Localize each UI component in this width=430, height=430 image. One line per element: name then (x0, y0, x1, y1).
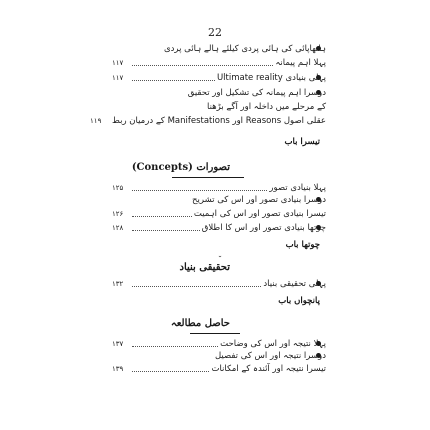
toc-entry (112, 87, 326, 98)
toc-entry-page: ۱۲۸ (112, 223, 124, 232)
toc-entry-text: عقلی اصول Reasons اور Manifestations کے درمیان ربط (112, 116, 326, 126)
toc-entry-text: پہلا اہم پیمانہ (275, 58, 326, 68)
dot-leader (132, 184, 267, 191)
toc-entry (112, 278, 326, 289)
chapter-label: پانچواں باب (278, 296, 320, 306)
dot-leader (132, 280, 261, 287)
toc-entry-text: پہلا بنیادی تصور (269, 183, 326, 193)
toc-entry (112, 182, 326, 193)
toc-entry-text: دوسرا نتیجہ اور اس کی تفصیل (214, 351, 326, 361)
toc-entry-page: ۱۱۷ (112, 58, 124, 67)
toc-entry (112, 194, 326, 205)
toc-entry-text: تیسرا نتیجہ اور آئندہ کے امکانات (211, 364, 326, 374)
dot-leader (132, 74, 215, 81)
heading-underline (172, 177, 244, 178)
heading-underline (190, 333, 240, 334)
toc-entry-text: ہاتھاپائی کی ہائی پردی کیلئے ہالے ہائی پردی (163, 44, 326, 54)
toc-entry (112, 222, 326, 233)
toc-entry (112, 350, 326, 361)
toc-entry (112, 72, 326, 83)
section-heading: تحقیقی بنیاد (179, 262, 230, 273)
toc-entry (112, 101, 326, 112)
toc-entry-text: پہلا نتیجہ اور اس کی وضاحت (220, 339, 326, 349)
toc-entry-text: چوتھا بنیادی تصور اور اس کا اطلاق (201, 222, 326, 233)
dot-leader (132, 340, 218, 347)
section-heading: حاصل مطالعہ (170, 318, 230, 329)
dot-leader (132, 59, 273, 66)
toc-entry-text: پہلی بنیادی Ultimate reality (216, 73, 326, 83)
section-heading: تصورات (Concepts) (131, 162, 230, 173)
dot-leader (132, 224, 200, 231)
toc-entry-page: ۱۳۹ (112, 364, 124, 373)
chapter-label: چوتھا باب (285, 240, 320, 250)
toc-entry-page: ۱۲۶ (112, 209, 124, 218)
toc-entry-page: ۱۳۲ (112, 279, 124, 288)
toc-entry-text: دوسرا بنیادی تصور اور اس کی تشریح (192, 194, 326, 205)
toc-entry (112, 338, 326, 349)
toc-entry-text: تیسرا بنیادی تصور اور اس کی اہمیت (193, 209, 326, 219)
toc-entry-page: ۱۲۵ (112, 183, 124, 192)
toc-entry (112, 57, 326, 68)
dot-leader (132, 365, 209, 372)
toc-entry (112, 208, 326, 219)
toc-entry-text: دوسرا اہم پیمانہ کی تشکیل اور تحقیق (187, 88, 326, 98)
toc-entry-page: ۱۱۹ (90, 116, 102, 125)
page-number: 22 (208, 26, 222, 39)
toc-entry (90, 115, 326, 126)
toc-entry-page: ۱۳۷ (112, 339, 124, 348)
toc-entry (112, 43, 326, 54)
toc-entry (112, 363, 326, 374)
toc-entry-text: پہلی تحقیقی بنیاد (263, 279, 326, 289)
toc-entry-page: ۱۱۷ (112, 73, 124, 82)
toc-entry-text: کے مرحلے میں داخلہ اور آگے بڑھنا (207, 102, 326, 112)
dot-leader (132, 210, 192, 217)
ornament-icon: ˘ (218, 255, 222, 264)
chapter-label: تیسرا باب (284, 137, 320, 147)
